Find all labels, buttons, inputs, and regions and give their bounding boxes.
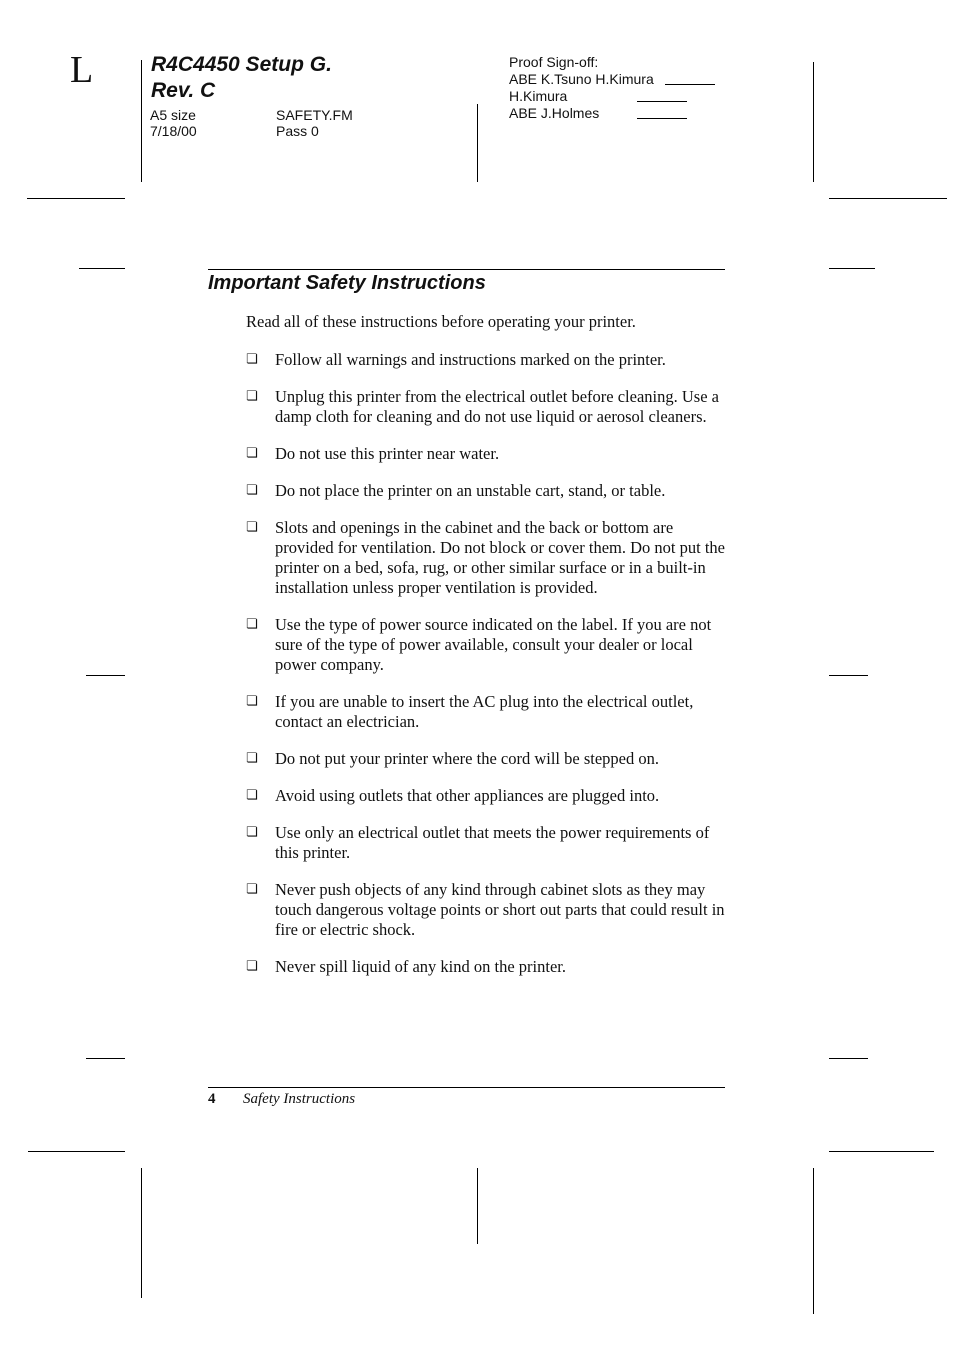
footer-section-name: Safety Instructions — [243, 1091, 356, 1107]
crop-mark — [829, 198, 947, 199]
crop-mark — [829, 268, 875, 269]
list-item — [246, 518, 728, 598]
section-title: Important Safety Instructions — [208, 272, 486, 294]
list-item — [246, 387, 728, 427]
checkbox-bullet-icon: ❏ — [246, 959, 258, 974]
paper-size: A5 size — [150, 107, 196, 123]
signature-line — [665, 84, 715, 85]
crop-mark — [829, 1151, 934, 1152]
crop-mark — [79, 268, 125, 269]
crop-mark — [86, 675, 125, 676]
list-item — [246, 749, 728, 769]
checkbox-bullet-icon: ❏ — [246, 882, 258, 897]
crop-mark — [813, 62, 814, 182]
checkbox-bullet-icon: ❏ — [246, 352, 258, 367]
file-name: SAFETY.FM — [276, 107, 353, 123]
signature-line — [637, 118, 687, 119]
checkbox-bullet-icon: ❏ — [246, 446, 258, 461]
checkbox-bullet-icon: ❏ — [246, 389, 258, 404]
proof-row — [509, 71, 654, 88]
document-title — [151, 52, 332, 104]
list-item — [246, 880, 728, 940]
list-item — [246, 957, 728, 977]
list-item-text: Do not put your printer where the cord will be stepped on. — [275, 749, 659, 768]
list-item-text: Never spill liquid of any kind on the printer. — [275, 957, 566, 976]
proof-names: ABE J.Holmes — [509, 105, 600, 121]
safety-instructions-list — [246, 350, 728, 994]
document-title-line: R4C4450 Setup G. — [151, 53, 332, 76]
document-title-line: Rev. C — [151, 79, 216, 102]
list-item — [246, 692, 728, 732]
list-item-text: Slots and openings in the cabinet and the back or bottom are provided for ventilation. Do not block or cover them. Do not put the printer on a bed, sofa, rug, or other similar surface or in a built-in installation unless proper ventilation is provided. — [275, 518, 725, 597]
intro-paragraph: Read all of these instructions before operating your printer. — [246, 312, 636, 331]
list-item-text: Follow all warnings and instructions marked on the printer. — [275, 350, 666, 369]
list-item-text: Do not use this printer near water. — [275, 444, 500, 463]
revision-date: 7/18/00 — [150, 123, 197, 139]
list-item — [246, 481, 728, 501]
signature-line — [637, 101, 687, 102]
checkbox-bullet-icon: ❏ — [246, 825, 258, 840]
list-item-text: Use the type of power source indicated on the label. If you are not sure of the type of power available, consult your dealer or local power company. — [275, 615, 712, 674]
crop-mark — [829, 1058, 868, 1059]
list-item-text: Do not place the printer on an unstable cart, stand, or table. — [275, 481, 666, 500]
crop-mark — [477, 1168, 478, 1244]
crop-mark — [141, 1168, 142, 1298]
crop-mark — [86, 1058, 125, 1059]
list-item-text: If you are unable to insert the AC plug into the electrical outlet, contact an electrician. — [275, 692, 694, 731]
proof-heading: Proof Sign-off: — [509, 54, 599, 70]
list-item — [246, 350, 728, 370]
checkbox-bullet-icon: ❏ — [246, 694, 258, 709]
crop-mark — [28, 1151, 125, 1152]
proof-row — [509, 105, 654, 122]
proof-names: H.Kimura — [509, 88, 568, 104]
checkbox-bullet-icon: ❏ — [246, 617, 258, 632]
proof-row — [509, 88, 654, 105]
crop-mark — [813, 1168, 814, 1314]
list-item-text: Unplug this printer from the electrical outlet before cleaning. Use a damp cloth for cleaning and do not use liquid or aerosol cleaners. — [275, 387, 719, 426]
page-number: 4 — [208, 1091, 216, 1107]
checkbox-bullet-icon: ❏ — [246, 520, 258, 535]
checkbox-bullet-icon: ❏ — [246, 483, 258, 498]
checkbox-bullet-icon: ❏ — [246, 751, 258, 766]
corner-letter: L — [70, 49, 94, 91]
checkbox-bullet-icon: ❏ — [246, 788, 258, 803]
crop-mark — [141, 60, 142, 182]
list-item — [246, 444, 728, 464]
footer-rule — [208, 1087, 725, 1088]
proof-signoff — [509, 54, 654, 122]
crop-mark — [27, 198, 125, 199]
list-item-text: Never push objects of any kind through cabinet slots as they may touch dangerous voltage points or short out parts that could result in fire or electric shock. — [275, 880, 725, 939]
list-item — [246, 786, 728, 806]
crop-mark — [477, 104, 478, 182]
list-item — [246, 823, 728, 863]
list-item-text: Avoid using outlets that other appliances are plugged into. — [275, 786, 660, 805]
crop-mark — [829, 675, 868, 676]
list-item-text: Use only an electrical outlet that meets the power requirements of this printer. — [275, 823, 710, 862]
list-item — [246, 615, 728, 675]
proof-names: ABE K.Tsuno H.Kimura — [509, 71, 654, 87]
pass-number: Pass 0 — [276, 123, 319, 139]
